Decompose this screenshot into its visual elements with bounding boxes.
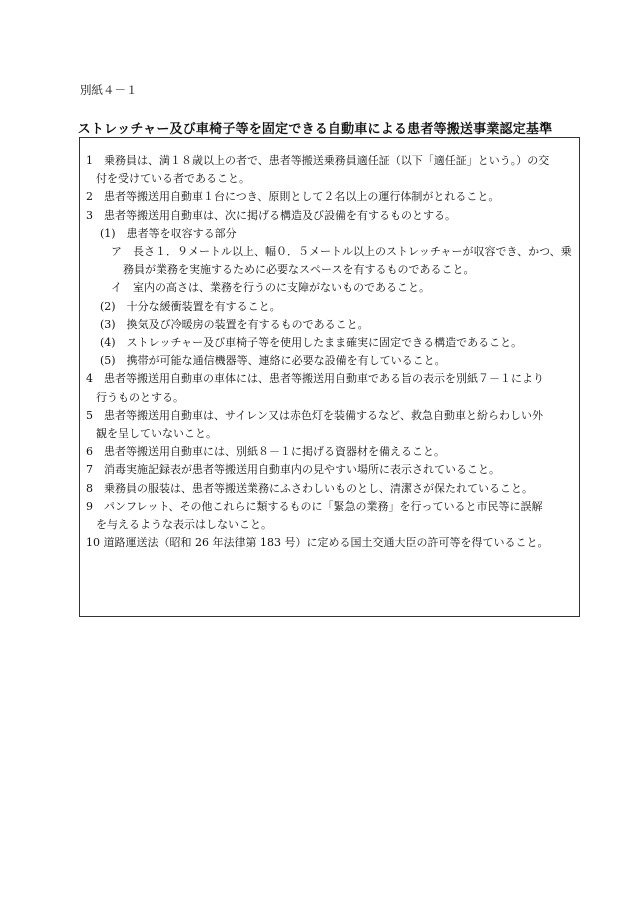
criterion-1-continued: 付を受けている者であること。 <box>96 172 250 186</box>
criterion-3-2: (2) 十分な緩衝装置を有すること。 <box>100 299 281 313</box>
criterion-7: 7 消毒実施記録表が患者等搬送用自動車内の見やすい場所に表示されていること。 <box>86 463 500 477</box>
criterion-8: 8 乗務員の服装は、患者等搬送業務にふさわしいものとし、清潔さが保たれていること。 <box>86 481 533 495</box>
criterion-2: 2 患者等搬送用自動車１台につき、原則として２名以上の運行体制がとれること。 <box>86 190 500 204</box>
criterion-3-3: (3) 換気及び冷暖房の装置を有するものであること。 <box>100 317 369 331</box>
criterion-4: 4 患者等搬送用自動車の車体には、患者等搬送用自動車である旨の表示を別紙７－１により <box>86 372 544 386</box>
criterion-3-1-a-continued: 務員が業務を実施するために必要なスペースを有するものであること。 <box>123 263 475 277</box>
criterion-10: 10 道路運送法（昭和 26 年法律第 183 号）に定める国土交通大臣の許可等を得ていること。 <box>86 536 549 550</box>
criterion-4-continued: 行うものとする。 <box>96 390 184 404</box>
criterion-5: 5 患者等搬送用自動車は、サイレン又は赤色灯を装備するなど、救急自動車と紛らわしい外 <box>86 408 543 422</box>
criterion-9: 9 パンフレット、その他これらに類するものに「緊急の業務」を行っていると市民等に誤解 <box>86 499 543 513</box>
criterion-3-1-a: ア 長さ１．９メートル以上、幅０．５メートル以上のストレッチャーが収容でき、かつ、乗 <box>111 245 572 259</box>
criterion-6: 6 患者等搬送用自動車には、別紙８－１に掲げる資器材を備えること。 <box>86 445 445 459</box>
attachment-label: 別紙４－１ <box>80 83 138 97</box>
criterion-5-continued: 観を呈していないこと。 <box>96 427 217 441</box>
criterion-3-5: (5) 携帯が可能な通信機器等、連絡に必要な設備を有していること。 <box>100 354 446 368</box>
criterion-3-4: (4) ストレッチャー及び車椅子等を使用したまま確実に固定できる構造であること。 <box>100 336 523 350</box>
criteria-list <box>86 152 576 552</box>
criterion-3-1: (1) 患者等を収容する部分 <box>100 226 237 240</box>
criterion-1: 1 乗務員は、満１８歳以上の者で、患者等搬送乗務員適任証（以下「適任証」という。）の交 <box>86 154 550 167</box>
criterion-3: 3 患者等搬送用自動車は、次に掲げる構造及び設備を有するものとする。 <box>86 208 456 222</box>
criterion-3-1-i: イ 室内の高さは、業務を行うのに支障がないものであること。 <box>111 281 430 295</box>
document-title: ストレッチャー及び車椅子等を固定できる自動車による患者等搬送事業認定基準 <box>77 122 553 137</box>
criteria-box <box>79 137 580 617</box>
criterion-9-continued: を与えるような表示はしないこと。 <box>96 518 272 532</box>
